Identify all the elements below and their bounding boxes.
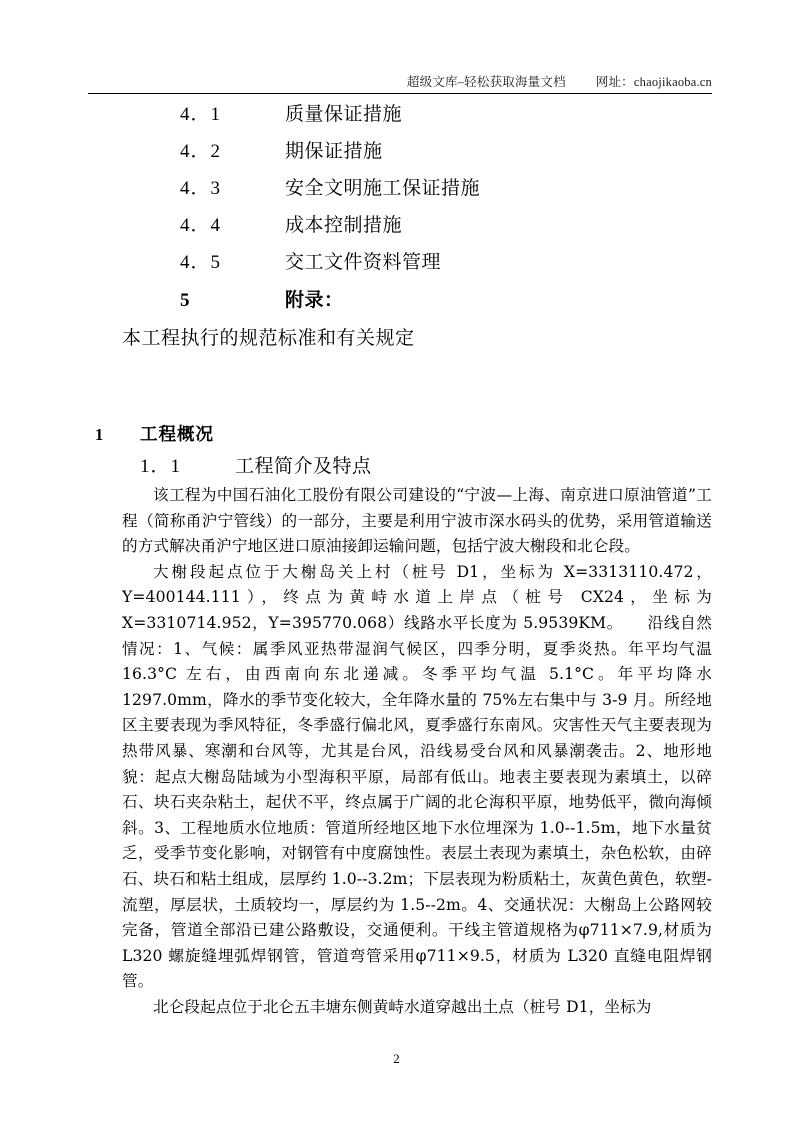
toc-entry-4-2 xyxy=(0,133,793,170)
toc-number: 4．1 xyxy=(180,104,222,125)
toc-title: 质量保证措施 xyxy=(285,103,403,125)
section-title: 工程简介及特点 xyxy=(235,455,372,477)
toc-entry-4-3 xyxy=(0,170,793,207)
page-content xyxy=(0,96,793,1020)
chapter-number: 1 xyxy=(95,425,104,444)
header-brand: 超级文库–轻松获取海量文档 xyxy=(406,75,566,89)
toc-entry-5-appendix xyxy=(0,281,793,319)
toc-entry-4-1 xyxy=(0,96,793,133)
toc-title: 安全文明施工保证措施 xyxy=(285,177,481,199)
section-heading-1-1 xyxy=(0,450,793,483)
paragraph-beilun-section-start: 北仑段起点位于北仑五丰塘东侧黄峙水道穿越出土点（桩号 D1，坐标为 xyxy=(153,997,652,1016)
paragraph-project-overview: 该工程为中国石油化工股份有限公司建设的“宁波—上海、南京进口原油管道”工程（简称甬沪宁管线）的一部分，主要是利用宁波市深水码头的优势，采用管道输送的方式解决甬沪宁地区进口原油接卸运输问题，包括宁波大榭段和北仑段。 xyxy=(122,486,712,556)
paragraph-daxie-section-details: 大榭段起点位于大榭岛关上村（桩号 D1，坐标为 X=3313110.472，Y=400144.111），终点为黄峙水道上岸点（桩号 CX24，坐标为 X=3310714.952，Y=395770.068）线路水平长度为 5.9539KM。 沿线自然情况：1、气候：属季风亚热带湿润气候区，四季分明，夏季炎热。年平均气温 16.3°C 左右，由西南向东北递减。冬季平均气温 5.1°C。年平均降水 1297.0mm，降水的季节变化较大，全年降水量的 75%左右集中与 3-9 月。所经地区主要表现为季风特征，冬季盛行偏北风，夏季盛行东南风。灾害性天气主要表现为热带风暴、寒潮和台风等，尤其是台风，沿线易受台风和风暴潮袭击。2、地形地貌：起点大榭岛陆域为小型海积平原，局部有低山。地表主要表现为素填土，以碎石、块石夹杂粘土，起伏不平，终点属于广阔的北仑海积平原，地势低平，微向海倾斜。3、工程地质水位地质：管道所经地区地下水位埋深为 1.0--1.5m，地下水量贫乏，受季节变化影响，对钢管有中度腐蚀性。表层土表现为素填土，杂色松软，由碎石、块石和粘土组成，层厚约 1.0--3.2m；下层表现为粉质粘土，灰黄色黄色，软塑-流塑，厚层状，土质较均一，厚层约为 1.5--2m。4、交通状况：大榭岛上公路网较完备，管道全部沿已建公路敷设，交通便利。干线主管道规格为φ711×7.9,材质为 L320 螺旋缝埋弧焊钢管，管道弯管采用φ711×9.5，材质为 L320 直缝电阻焊钢管。 xyxy=(122,562,712,991)
toc-title: 成本控制措施 xyxy=(285,214,403,236)
header-site-url: 网址：chaojikaoba.cn xyxy=(595,75,712,89)
appendix-description: 本工程执行的规范标准和有关规定 xyxy=(122,327,415,349)
toc-entry-4-4 xyxy=(0,207,793,244)
section-number: 1．1 xyxy=(140,456,182,477)
body-text-column xyxy=(0,483,793,1020)
toc-title: 附录： xyxy=(285,289,344,311)
toc-entry-4-5 xyxy=(0,244,793,281)
page-header xyxy=(88,72,712,94)
page-number: 2 xyxy=(393,1051,400,1066)
toc-number: 4．4 xyxy=(180,215,222,236)
toc-number: 4．5 xyxy=(180,252,222,273)
chapter-heading-1 xyxy=(0,419,793,450)
toc-number: 5 xyxy=(180,290,191,311)
section-spacer xyxy=(0,357,793,419)
toc-title: 交工文件资料管理 xyxy=(285,251,442,273)
toc-title: 期保证措施 xyxy=(285,140,383,162)
page-footer xyxy=(0,1050,793,1068)
toc-number: 4．3 xyxy=(180,178,222,199)
chapter-title: 工程概况 xyxy=(140,425,214,445)
toc-number: 4．2 xyxy=(180,141,222,162)
